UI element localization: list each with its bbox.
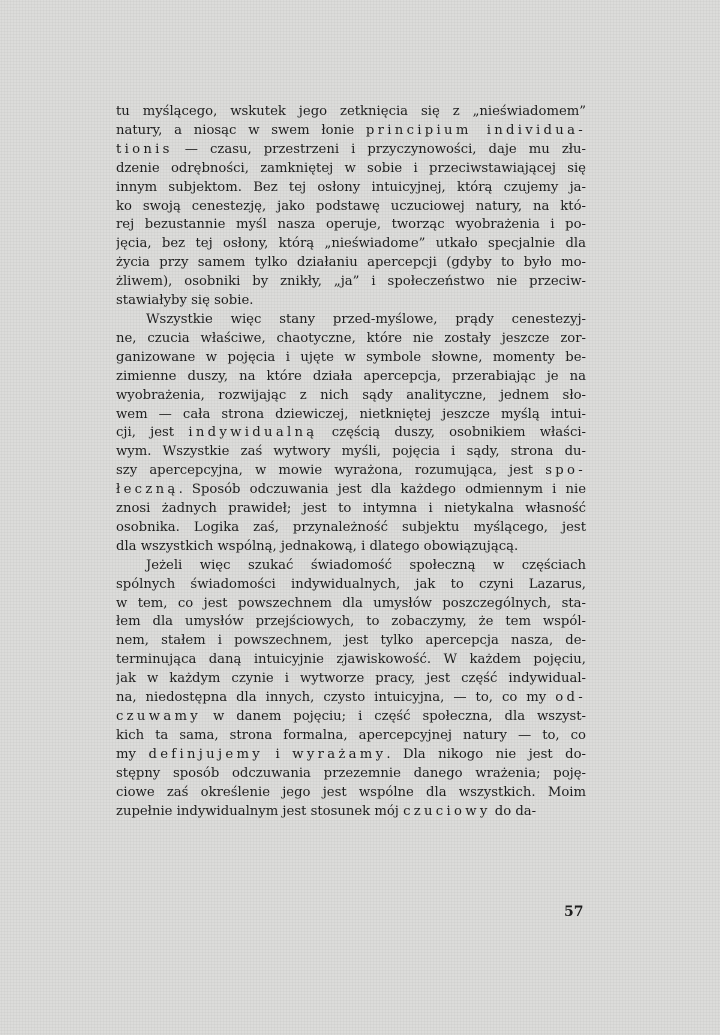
text-segment: częścią duszy, osobnikiem właści- [317, 425, 586, 441]
text-line [116, 613, 586, 632]
text-line [116, 632, 586, 651]
text-segment: dla wszystkich wspólną, jednakową, i dlatego obowiązującą. [116, 538, 519, 554]
text-segment: w tem, co jest powszechnem dla umysłów poszczególnych, sta- [116, 595, 586, 611]
text-line [116, 179, 586, 198]
spaced-emphasis: łeczną [116, 482, 179, 498]
text-segment: Jeżeli więc szukać świadomość społeczną w częściach [146, 557, 586, 573]
text-line [116, 708, 586, 727]
text-segment: . Sposób odczuwania jest dla każdego odmiennym i nie [178, 482, 586, 498]
text-line [116, 330, 586, 349]
text-line [116, 311, 586, 330]
text-segment: tu myślącego, wskutek jego zetknięcia się z „nieświadomem” [116, 104, 586, 119]
spaced-emphasis: od- [555, 690, 586, 706]
text-line [116, 481, 586, 500]
text-segment: jęcia, bez tej osłony, którą „nieświadome” utkało specjalnie dla [116, 236, 586, 252]
text-segment: życia przy samem tylko działaniu apercepcji (gdyby to było mo- [116, 255, 586, 271]
text-line [116, 765, 586, 784]
text-segment: wem — cała strona dziewiczej, nietkniętej jeszcze myślą intui- [116, 406, 586, 422]
text-segment: żliwem), osobniki by znikły, „ja” i społeczeństwo nie przeciw- [116, 274, 586, 290]
text-line [116, 784, 586, 803]
text-line [116, 387, 586, 406]
text-segment: zimienne duszy, na które działa apercepcja, przerabiając je na [116, 368, 586, 384]
text-line [116, 273, 586, 292]
text-segment: terminująca daną intuicyjnie zjawiskowość. W każdem pojęciu, [116, 652, 586, 668]
text-line [116, 538, 586, 557]
spaced-emphasis: czuciowy [403, 803, 491, 819]
text-segment: nem, stałem i powszechnem, jest tylko apercepcja nasza, de- [116, 633, 586, 649]
text-line [116, 576, 586, 595]
text-segment: i [263, 746, 293, 762]
text-line [116, 727, 586, 746]
text-segment: ne, czucia właściwe, chaotyczne, które nie zostały jeszcze zor- [116, 330, 586, 346]
spaced-emphasis: tionis [116, 141, 173, 157]
text-line [116, 462, 586, 481]
text-line [116, 122, 586, 141]
text-segment: wyobrażenia, rozwijając z nich sądy analityczne, jednem sło- [116, 387, 586, 403]
text-line [116, 216, 586, 235]
text-segment: rej bezustannie myśl nasza operuje, tworząc wyobrażenia i po- [116, 217, 586, 233]
text-segment: szy apercepcyjna, w mowie wyrażona, rozumująca, jest [116, 463, 546, 479]
text-line [116, 349, 586, 368]
text-segment: osobnika. Logika zaś, przynależność subjektu myślącego, jest [116, 519, 586, 535]
paragraph [116, 103, 586, 311]
text-segment: na, niedostępna dla innych, czysto intuicyjna, — to, co my [116, 690, 556, 706]
text-segment: my [116, 746, 149, 762]
text-line [116, 746, 586, 765]
text-line [116, 651, 586, 670]
paragraph [116, 557, 586, 822]
spaced-emphasis: definjujemy [148, 746, 264, 762]
text-segment: jak w każdym czynie i wytworze pracy, jest część indywidual- [116, 671, 586, 687]
text-line [116, 198, 586, 217]
page-number: 57 [564, 904, 584, 920]
text-segment: cji, jest [116, 425, 189, 441]
text-segment: łem dla umysłów przejściowych, to zobaczymy, że tem wspól- [116, 614, 586, 630]
text-line [116, 500, 586, 519]
text-segment: kich ta sama, strona formalna, apercepcyjnej natury — to, co [116, 727, 586, 743]
spaced-emphasis: indywidualną [188, 425, 318, 441]
text-line [116, 160, 586, 179]
text-line [116, 141, 586, 160]
text-line [116, 406, 586, 425]
text-line [116, 803, 586, 822]
text-segment: spólnych świadomości indywidualnych, jak to czyni Lazarus, [116, 576, 586, 592]
text-segment: stawiałyby się sobie. [116, 293, 254, 309]
text-segment: natury, a niosąc w swem łonie [116, 122, 366, 138]
text-segment: dzenie odrębności, zamkniętej w sobie i przeciwstawiającej się [116, 160, 586, 176]
text-line [116, 103, 586, 122]
spaced-emphasis: wyrażamy [292, 746, 387, 762]
text-segment: wym. Wszystkie zaś wytwory myśli, pojęcia i sądy, strona du- [116, 444, 586, 460]
text-line [116, 557, 586, 576]
text-line [116, 670, 586, 689]
text-segment: Wszystkie więc stany przed-myślowe, prądy cenestezyj- [146, 311, 586, 327]
text-segment: ko swoją cenestezję, jako podstawę uczuciowej natury, na któ- [116, 198, 586, 214]
text-line [116, 424, 586, 443]
spaced-emphasis: spo- [545, 463, 586, 479]
text-segment: ciowe zaś określenie jego jest wspólne dla wszystkich. Moim [116, 784, 586, 800]
text-segment: stępny sposób odczuwania przezemnie danego wrażenia; poję- [116, 765, 586, 781]
text-line [116, 443, 586, 462]
text-line [116, 595, 586, 614]
text-segment: znosi żadnych prawideł; jest to intymna i nietykalna własność [116, 501, 586, 517]
text-segment: ganizowane w pojęcia i ujęte w symbole słowne, momenty be- [116, 349, 586, 365]
body-text [116, 103, 586, 821]
text-line [116, 689, 586, 708]
text-segment: do da- [490, 803, 537, 819]
spaced-emphasis: principium individua- [365, 122, 586, 138]
text-line [116, 292, 586, 311]
text-line [116, 235, 586, 254]
spaced-emphasis: czuwamy [116, 709, 202, 724]
text-line [116, 519, 586, 538]
text-line [116, 254, 586, 273]
text-segment: zupełnie indywidualnym jest stosunek mój [116, 803, 404, 819]
text-segment: w danem pojęciu; i część społeczna, dla wszyst- [201, 709, 586, 724]
paragraph [116, 311, 586, 557]
text-segment: innym subjektom. Bez tej osłony intuicyjnej, którą czujemy ja- [116, 179, 586, 195]
text-line [116, 368, 586, 387]
text-segment: — czasu, przestrzeni i przyczynowości, daje mu złu- [172, 141, 586, 157]
text-segment: . Dla nikogo nie jest do- [386, 746, 586, 762]
